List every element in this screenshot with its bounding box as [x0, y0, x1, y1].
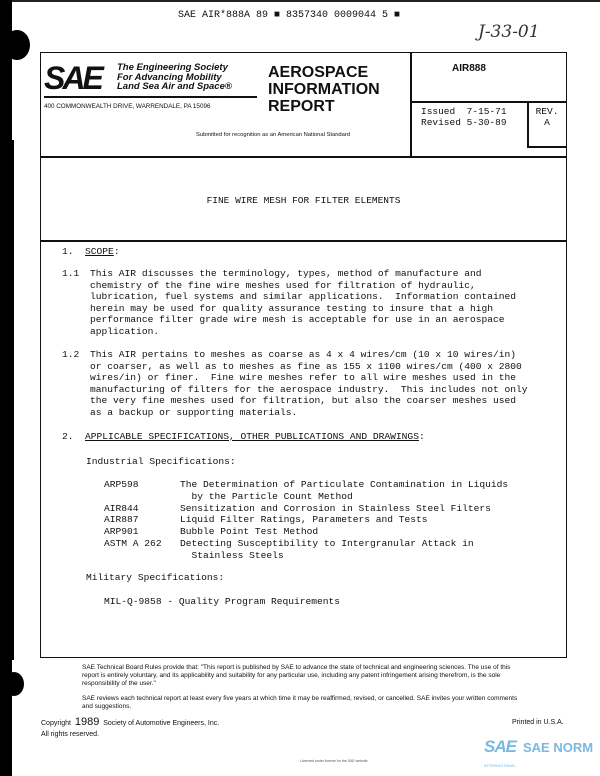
watermark-subtitle: INTERNATIONAL	[484, 763, 516, 768]
section-1-1-text: This AIR discusses the terminology, types, method of manufacture and chemistry of the fine wire meshes used for filtration of hydraulic, lubrication, fuel systems and similar applications. Information contained herein may be used for quality assurance testing to insure that a high performance filter grade wire mesh is acceptable for use in an aerospace application.	[90, 268, 517, 337]
handwritten-note: J-33-01	[478, 22, 540, 42]
punch-hole	[4, 30, 30, 60]
address: 400 COMMONWEALTH DRIVE, WARRENDALE, PA 15096	[44, 103, 211, 110]
rev-value: A	[544, 117, 550, 128]
sae-norm-logo: SAE	[484, 737, 516, 756]
society-line: Land Sea Air and Space®	[117, 81, 232, 92]
board-rules-text: SAE Technical Board Rules provide that: "This report is published by SAE to advance the state of technical and engineering sciences. The use of this report is entirely voluntary, and its applicability and suitability for any particular use, including any patent infringement arising therefrom, is the sole responsibility of the user."	[82, 664, 511, 687]
license-note: Licensed under license for the SAE website	[300, 759, 368, 763]
spec-description: The Determination of Particulate Contamination in Liquids by the Particle Count Method	[180, 479, 509, 502]
rights-text: All rights reserved.	[41, 731, 99, 738]
section-number: 1.	[62, 246, 74, 257]
revised-label: Revised	[421, 117, 461, 128]
military-label: Military Specifications:	[86, 572, 225, 583]
spec-code: AIR887	[104, 514, 139, 526]
section-1-heading: 1. SCOPE:	[62, 246, 120, 257]
copyright-year: 1989	[74, 716, 100, 728]
spec-code: ASTM A 262	[104, 537, 162, 549]
section-number: 2.	[62, 431, 74, 442]
copyright-owner: Society of Automotive Engineers, Inc.	[103, 720, 220, 727]
spec-description: Liquid Filter Ratings, Parameters and Tests	[180, 514, 428, 526]
issued-label: Issued	[421, 106, 456, 117]
revised-date: 5-30-89	[466, 117, 507, 128]
report-type-line: AEROSPACE	[268, 64, 369, 81]
issued-date: 7-15-71	[466, 106, 507, 117]
document-title: FINE WIRE MESH FOR FILTER ELEMENTS	[206, 195, 401, 206]
issue-dates	[421, 106, 507, 128]
industrial-label: Industrial Specifications:	[86, 456, 236, 467]
report-type-line: INFORMATION	[268, 81, 380, 98]
spec-description: Detecting Susceptibility to Intergranular Attack in Stainless Steels	[180, 537, 474, 561]
document-stamp-code: SAE AIR*888A 89 ■ 8357340 0009044 5 ■	[178, 10, 401, 21]
section-number: 1.1	[62, 268, 80, 279]
military-spec: MIL-Q-9858 - Quality Program Requirements	[104, 596, 341, 607]
document-number: AIR888	[452, 63, 486, 74]
section-number: 1.2	[62, 349, 80, 360]
spec-description: Bubble Point Test Method	[180, 526, 319, 538]
spec-description: Sensitization and Corrosion in Stainless Steel Filters	[180, 502, 491, 514]
sae-logo: SAE	[44, 60, 101, 96]
section-2-heading: 2. APPLICABLE SPECIFICATIONS, OTHER PUBLICATIONS AND DRAWINGS:	[62, 431, 425, 442]
section-title: SCOPE	[85, 246, 114, 257]
divider	[527, 101, 529, 146]
divider	[410, 52, 412, 157]
spec-code: ARP901	[104, 526, 139, 538]
society-line: For Advancing Mobility	[117, 71, 222, 83]
industrial-descriptions	[180, 479, 508, 562]
watermark: SAE NORM	[523, 740, 594, 755]
section-1-2-text: This AIR pertains to meshes as coarse as 4 x 4 wires/cm (10 x 10 wires/in) or coarser, as well as to meshes as fine as 155 x 1100 wires/cm (400 x 2800 wires/in) or finer. Fine wire meshes refer to all wire meshes used in the manufacturing of filters for the aerospace industry. This includes not only the very fine meshes used for filtration, but also the coarser meshes used as a backup or supporting materials.	[90, 349, 528, 418]
copyright	[41, 716, 219, 728]
report-type-line: REPORT	[268, 98, 335, 115]
scan-edge	[0, 0, 600, 2]
rev-label: REV.	[535, 106, 559, 117]
review-text: SAE reviews each technical report at least every five years at which time it may be reaffirmed, revised, or cancelled. SAE invites your written comments and suggestions.	[82, 695, 518, 710]
spec-code: ARP598	[104, 479, 139, 490]
divider	[527, 146, 566, 148]
report-type	[268, 64, 380, 115]
society-line: The Engineering Society	[117, 62, 228, 73]
revision	[530, 106, 564, 128]
scan-binding-edge	[0, 140, 14, 660]
printed-in: Printed in U.S.A.	[512, 719, 564, 726]
divider	[410, 101, 566, 103]
divider	[44, 96, 257, 98]
spec-code: AIR844	[104, 502, 139, 514]
punch-hole	[4, 672, 24, 696]
society-name	[117, 63, 232, 92]
submitted-note: Submitted for recognition as an American National Standard	[196, 132, 351, 138]
industrial-codes	[104, 479, 162, 550]
copyright-label: Copyright	[41, 720, 71, 727]
section-title: APPLICABLE SPECIFICATIONS, OTHER PUBLICATIONS AND DRAWINGS	[85, 431, 419, 442]
